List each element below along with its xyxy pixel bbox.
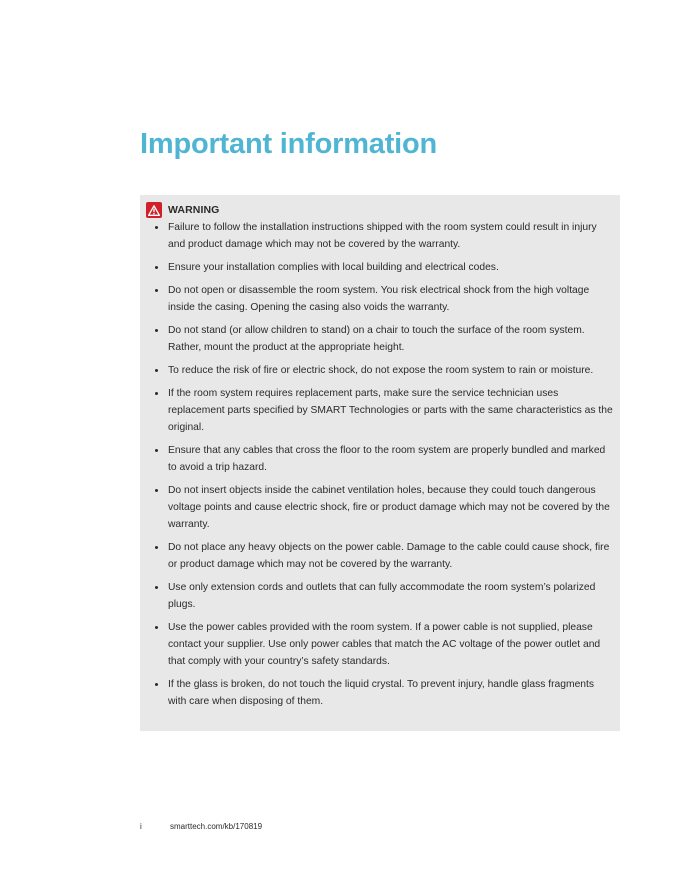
bullet [155, 369, 158, 372]
list-item-text: Do not insert objects inside the cabinet ventilation holes, because they could touch dangerous voltage points and cause electric shock, fire or product damage which may not be covered by the warranty. [168, 485, 610, 530]
list-item-text: Ensure your installation complies with local building and electrical codes. [168, 262, 499, 273]
bullet [155, 626, 158, 629]
footer-url: smarttech.com/kb/170819 [170, 822, 263, 831]
list-item [140, 322, 620, 356]
list-item [140, 619, 620, 670]
warning-box [140, 195, 620, 731]
bullet [155, 546, 158, 549]
page-title: Important information [140, 128, 438, 160]
list-item [140, 259, 620, 276]
warning-label: WARNING [168, 204, 220, 216]
list-item [140, 362, 620, 379]
list-item-text: Do not stand (or allow children to stand) on a chair to touch the surface of the room system. Rather, mount the product at the appropriate height. [168, 325, 585, 353]
bullet [155, 226, 158, 229]
list-item [140, 676, 620, 710]
bullet [155, 392, 158, 395]
list-item-text: To reduce the risk of fire or electric shock, do not expose the room system to rain or moisture. [168, 365, 594, 376]
list-item-text: If the room system requires replacement parts, make sure the service technician uses replacement parts specified by SMART Technologies or parts with the same characteristics as the original. [168, 388, 613, 433]
warning-list [140, 219, 620, 716]
list-item [140, 219, 620, 253]
bullet [155, 586, 158, 589]
bullet [155, 489, 158, 492]
bullet [155, 449, 158, 452]
bullet [155, 266, 158, 269]
page-footer [140, 822, 262, 831]
list-item [140, 579, 620, 613]
list-item-text: Do not place any heavy objects on the power cable. Damage to the cable could cause shock, fire or product damage which may not be covered by the warranty. [168, 542, 610, 570]
list-item [140, 385, 620, 436]
bullet [155, 329, 158, 332]
list-item-text: Ensure that any cables that cross the floor to the room system are properly bundled and marked to avoid a trip hazard. [168, 445, 606, 473]
list-item [140, 282, 620, 316]
list-item-text: Use the power cables provided with the room system. If a power cable is not supplied, please contact your supplier. Use only power cables that match the AC voltage of the power outlet and that comply with your country’s safety standards. [168, 622, 601, 667]
list-item-text: Do not open or disassemble the room system. You risk electrical shock from the high voltage inside the casing. Opening the casing also voids the warranty. [168, 285, 590, 313]
list-item [140, 539, 620, 573]
bullet [155, 683, 158, 686]
list-item [140, 482, 620, 533]
warning-header [146, 202, 219, 218]
warning-triangle-icon [146, 202, 162, 218]
list-item-text: Use only extension cords and outlets that can fully accommodate the room system’s polarized plugs. [168, 582, 596, 610]
list-item [140, 442, 620, 476]
page-number: i [140, 822, 142, 831]
list-item-text: Failure to follow the installation instructions shipped with the room system could result in injury and product damage which may not be covered by the warranty. [168, 222, 597, 250]
bullet [155, 289, 158, 292]
list-item-text: If the glass is broken, do not touch the liquid crystal. To prevent injury, handle glass fragments with care when disposing of them. [168, 679, 595, 707]
